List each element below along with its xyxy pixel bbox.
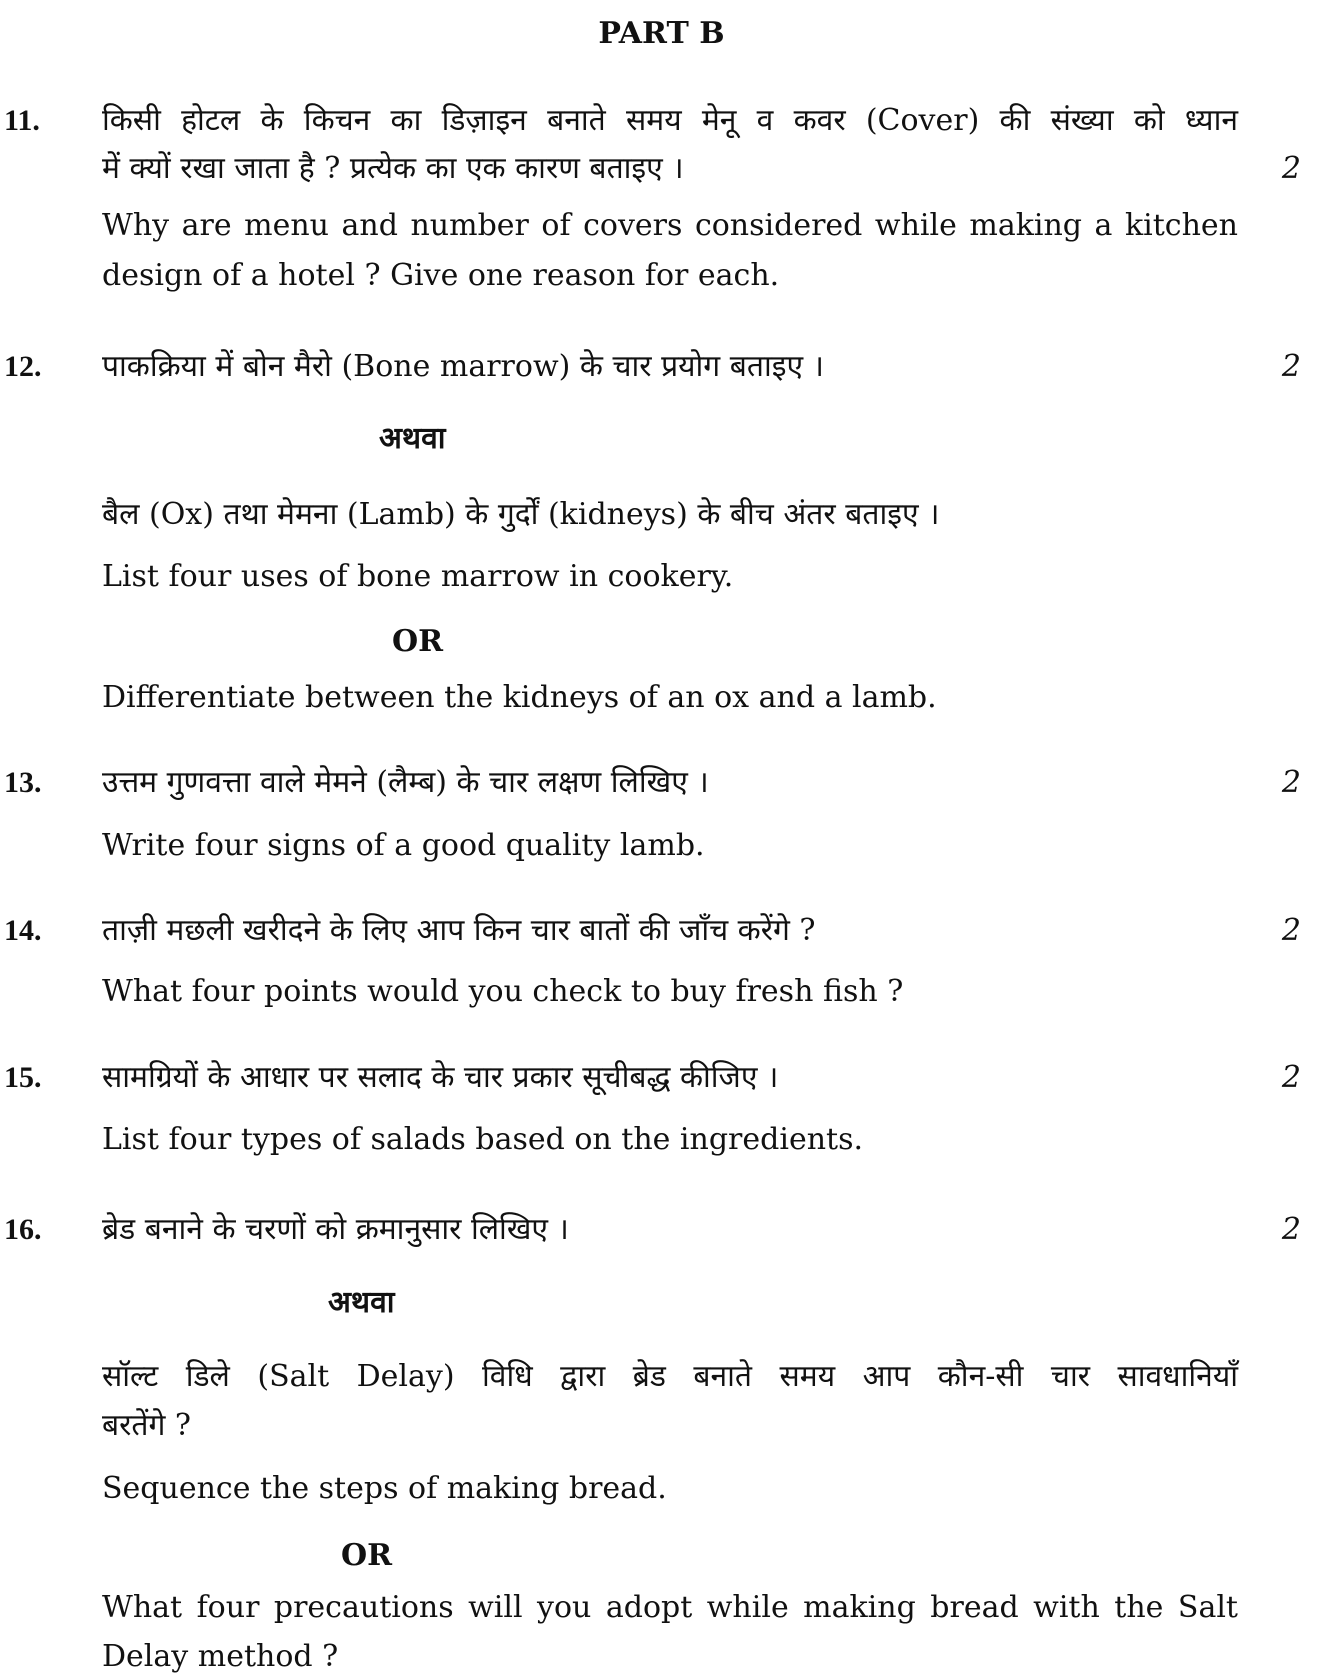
question-text-hi: ताज़ी मछली खरीदने के लिए आप किन चार बातों की जाँच करेंगे ? — [102, 913, 816, 948]
question-text-hi: पाकक्रिया में बोन मैरो (Bone marrow) के चार प्रयोग बताइए । — [102, 349, 824, 384]
question-text-en-alt: Differentiate between the kidneys of an ox and a lamb. — [102, 680, 937, 715]
question-text-hi: उत्तम गुणवत्ता वाले मेमने (लैम्ब) के चार लक्षण लिखिए । — [102, 765, 709, 800]
question-text-en: design of a hotel ? Give one reason for each. — [102, 258, 780, 293]
or-label-en: OR — [392, 624, 444, 659]
marks: 2 — [1281, 913, 1301, 948]
question-text-en: List four uses of bone marrow in cookery. — [102, 559, 734, 594]
question-number: 16. — [4, 1213, 42, 1246]
marks: 2 — [1281, 151, 1301, 186]
question-text-en-alt: What four precautions will you adopt while making bread with the Salt — [102, 1590, 1238, 1625]
or-label-hi: अथवा — [379, 421, 446, 456]
question-text-hi-alt: सॉल्ट डिले (Salt Delay) विधि द्वारा ब्रेड बनाते समय आप कौन-सी चार सावधानियाँ — [102, 1359, 1238, 1394]
question-text-hi: ब्रेड बनाने के चरणों को क्रमानुसार लिखिए । — [102, 1212, 569, 1247]
question-text-en: Sequence the steps of making bread. — [102, 1471, 667, 1506]
or-label-hi: अथवा — [328, 1285, 395, 1320]
or-label-en: OR — [341, 1538, 393, 1573]
question-text-hi: सामग्रियों के आधार पर सलाद के चार प्रकार सूचीबद्ध कीजिए । — [102, 1060, 779, 1095]
question-text-en: Write four signs of a good quality lamb. — [102, 828, 705, 863]
question-number: 12. — [4, 350, 42, 383]
question-text-en: List four types of salads based on the ingredients. — [102, 1122, 864, 1157]
marks: 2 — [1281, 1212, 1301, 1247]
question-text-hi: किसी होटल के किचन का डिज़ाइन बनाते समय मेनू व कवर (Cover) की संख्या को ध्यान — [102, 103, 1238, 138]
question-text-en-alt: Delay method ? — [102, 1639, 339, 1674]
question-number: 15. — [4, 1061, 42, 1094]
question-text-en: Why are menu and number of covers considered while making a kitchen — [102, 208, 1238, 243]
question-number: 11. — [4, 104, 40, 137]
question-number: 14. — [4, 914, 42, 947]
section-title: PART B — [598, 16, 725, 51]
question-text-hi-alt: बरतेंगे ? — [102, 1408, 192, 1443]
question-text-hi: में क्यों रखा जाता है ? प्रत्येक का एक कारण बताइए । — [102, 151, 684, 186]
marks: 2 — [1281, 765, 1301, 800]
marks: 2 — [1281, 1060, 1301, 1095]
question-text-hi-alt: बैल (Ox) तथा मेमना (Lamb) के गुर्दों (kidneys) के बीच अंतर बताइए । — [102, 497, 940, 532]
question-number: 13. — [4, 766, 42, 799]
marks: 2 — [1281, 349, 1301, 384]
question-text-en: What four points would you check to buy fresh fish ? — [102, 974, 904, 1009]
